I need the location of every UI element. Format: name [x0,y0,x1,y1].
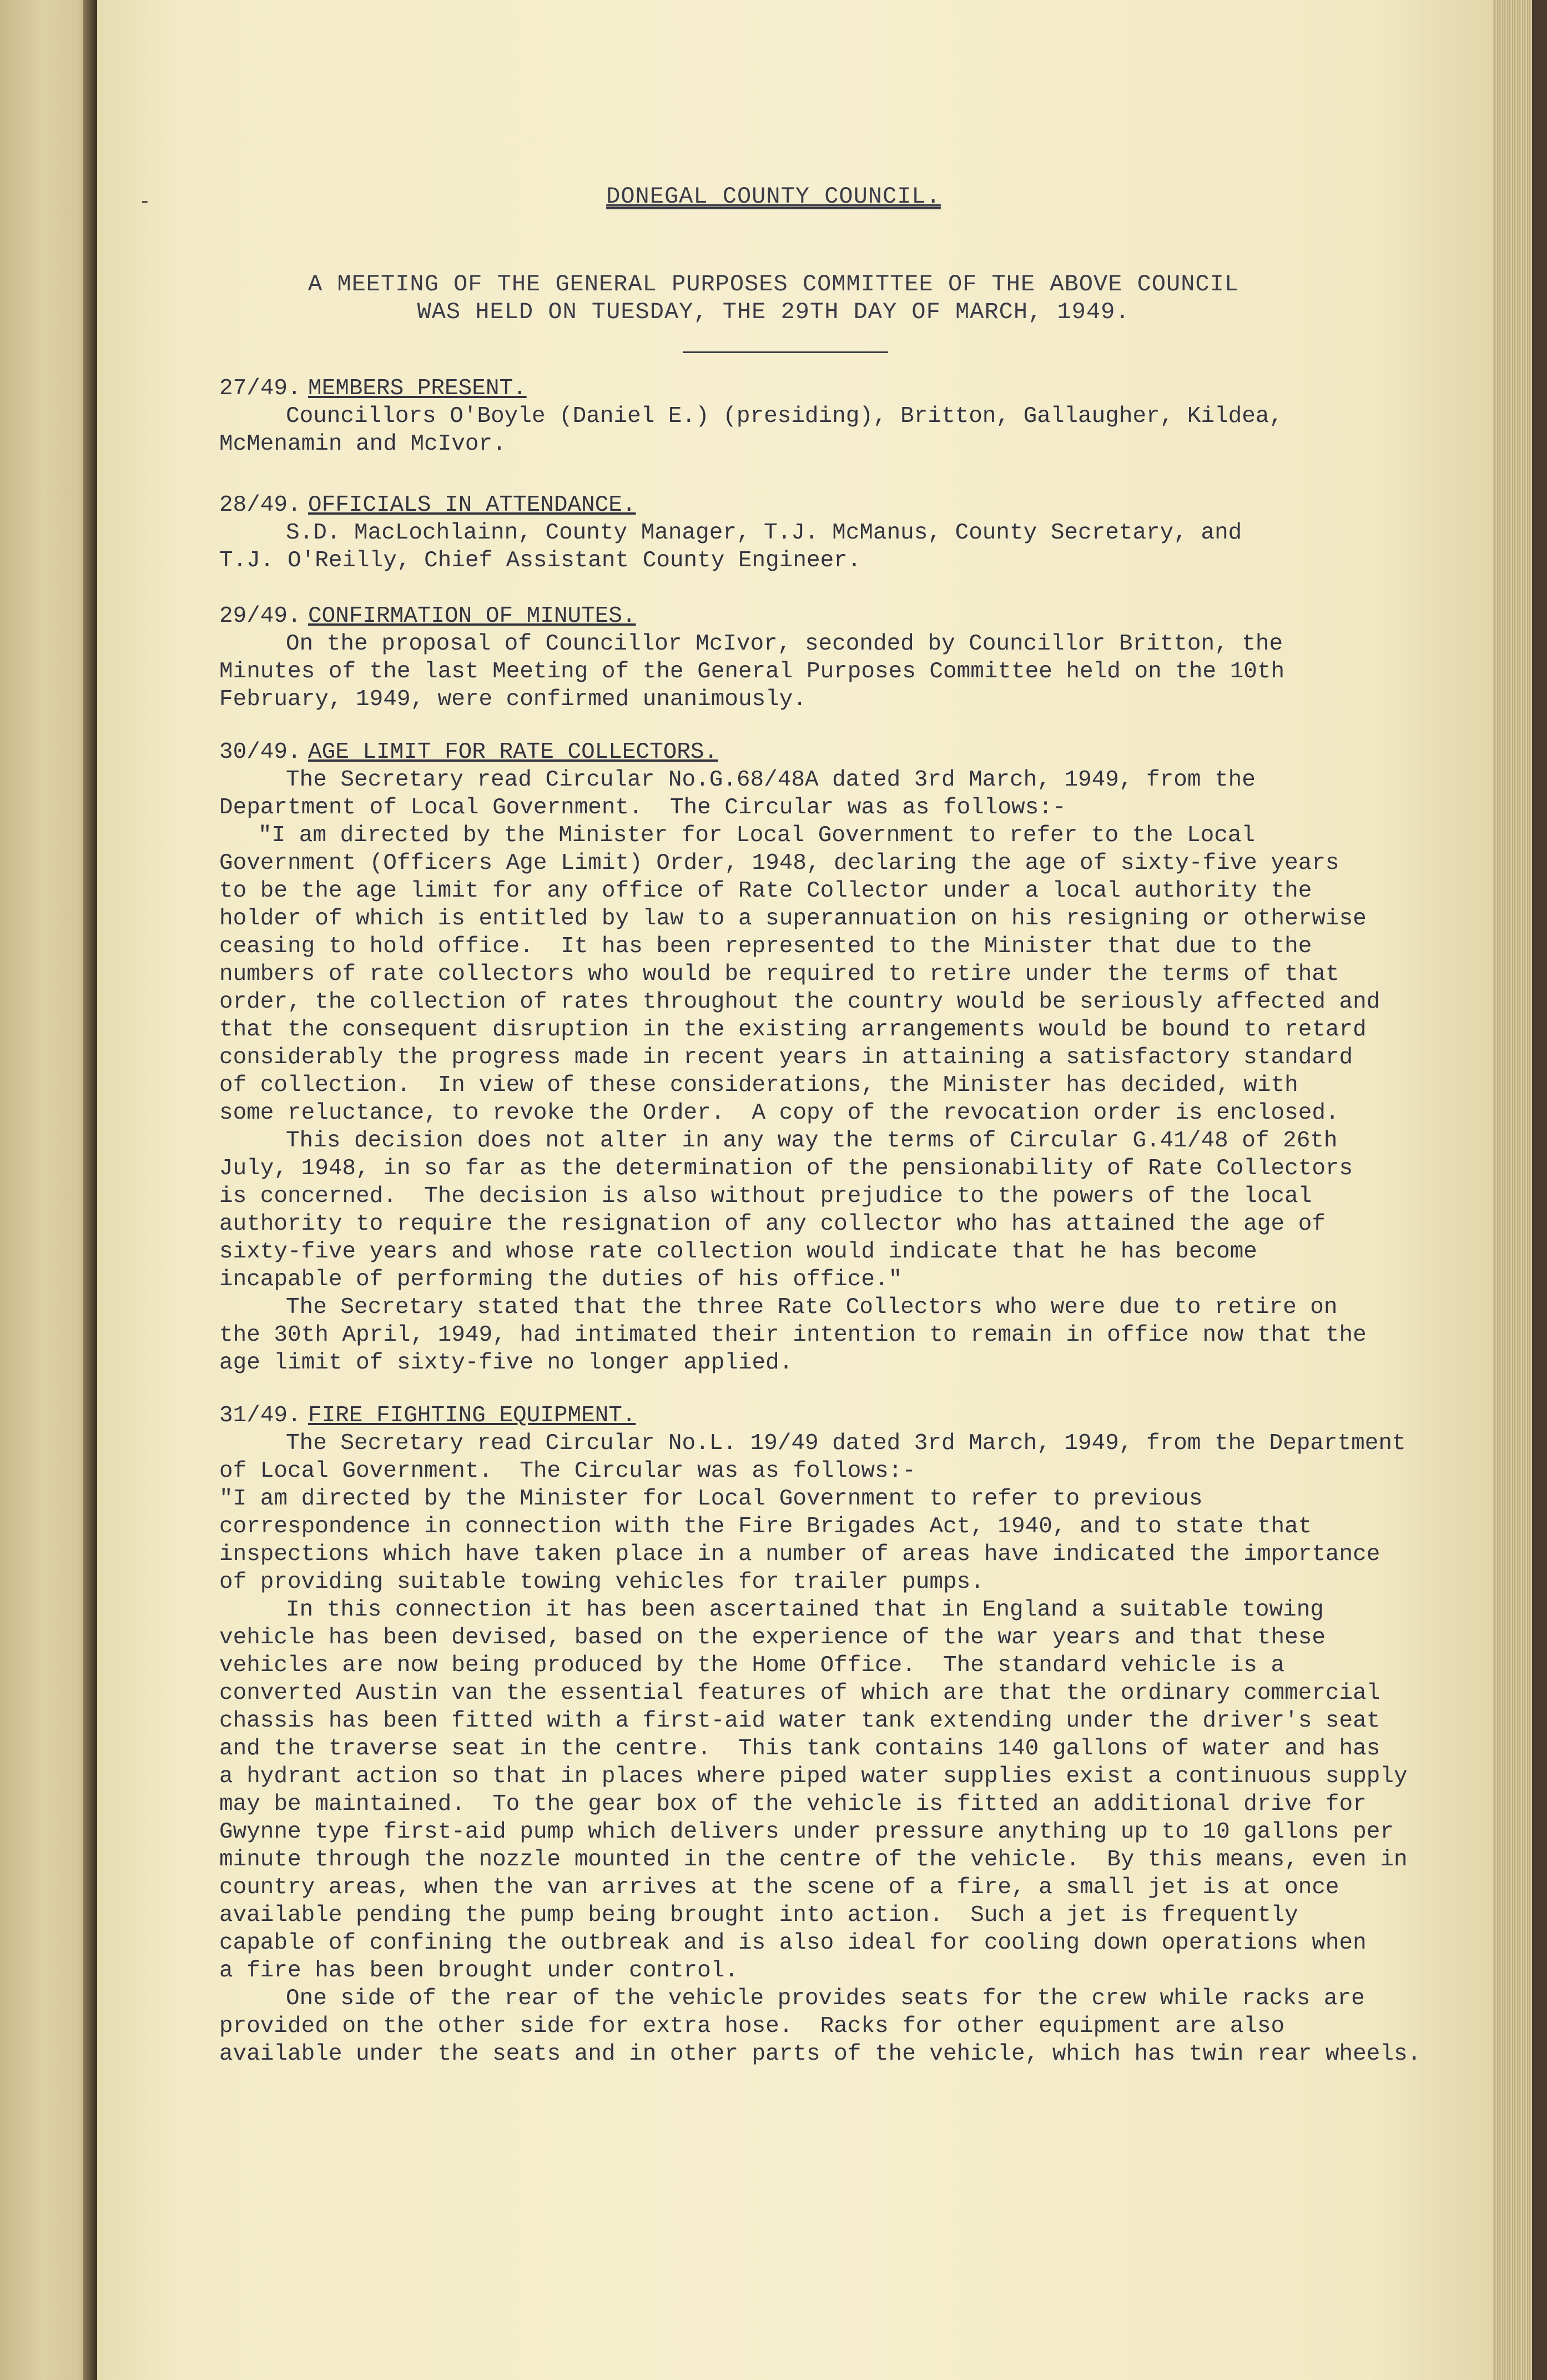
body-line: February, 1949, were confirmed unanimously. [219,687,807,712]
quoted-line: In this connection it has been ascertained that in England a suitable towing [286,1597,1324,1623]
section-number: 28/49. [219,492,301,518]
quoted-line: is concerned. The decision is also without prejudice to the powers of the local [219,1184,1312,1209]
section-fire-fighting-equipment [219,1402,1474,2068]
quoted-line: vehicle has been devised, based on the experience of the war years and that these [219,1625,1326,1651]
body-line: The Secretary stated that the three Rate Collectors who were due to retire on [286,1295,1338,1320]
section-title: AGE LIMIT FOR RATE COLLECTORS. [308,739,718,765]
body-line: the 30th April, 1949, had intimated their intention to remain in office now that the [219,1322,1367,1348]
quoted-line: a fire has been brought under control. [219,1958,738,1984]
section-officials-in-attendance [219,491,1474,575]
quoted-line: incapable of performing the duties of his office." [219,1267,903,1292]
body-line: On the proposal of Councillor McIvor, seconded by Councillor Britton, the [286,631,1283,657]
quoted-line: correspondence in connection with the Fire Brigades Act, 1940, and to state that [219,1514,1312,1539]
body-line: Department of Local Government. The Circular was as follows:- [219,795,1066,821]
meeting-line-2: WAS HELD ON TUESDAY, THE 29TH DAY OF MARCH, 1949. [417,299,1130,325]
body-line: T.J. O'Reilly, Chief Assistant County Engineer. [219,548,861,573]
section-number: 31/49. [219,1403,301,1428]
section-header [219,375,1474,402]
title-divider [683,351,888,353]
section-number: 30/49. [219,739,301,765]
quoted-line: available under the seats and in other parts of the vehicle, which has twin rear wheels. [219,2041,1422,2067]
body-line: Minutes of the last Meeting of the General Purposes Committee held on the 10th [219,659,1285,685]
body-line: The Secretary read Circular No.L. 19/49 dated 3rd March, 1949, from the Department [286,1431,1406,1456]
previous-page-edge [0,0,97,2380]
quoted-line: converted Austin van the essential features of which are that the ordinary commercial [219,1680,1380,1706]
quoted-line: country areas, when the van arrives at the scene of a fire, a small jet is at once [219,1875,1339,1900]
section-confirmation-of-minutes [219,602,1474,713]
quoted-line: capable of confining the outbreak and is also ideal for cooling down operations when [219,1930,1367,1956]
quoted-line: may be maintained. To the gear box of the vehicle is fitted an additional drive for [219,1792,1367,1817]
quoted-line: some reluctance, to revoke the Order. A copy of the revocation order is enclosed. [219,1100,1339,1126]
section-header [219,1402,1474,1430]
quoted-line: a hydrant action so that in places where piped water supplies exist a continuous supply [219,1764,1408,1789]
section-number: 27/49. [219,376,301,401]
quoted-line: This decision does not alter in any way the terms of Circular G.41/48 of 26th [286,1128,1338,1154]
quoted-line: numbers of rate collectors who would be required to retire under the terms of that [219,962,1339,987]
quoted-line: provided on the other side for extra hose. Racks for other equipment are also [219,2014,1285,2039]
body-line: Councillors O'Boyle (Daniel E.) (presiding), Britton, Gallaugher, Kildea, [286,404,1283,429]
body-line: McMenamin and McIvor. [219,431,506,457]
body-line: of Local Government. The Circular was as follows:- [219,1458,916,1484]
section-title: MEMBERS PRESENT. [308,376,527,401]
section-header [219,602,1474,630]
section-header [219,738,1474,766]
quoted-line: July, 1948, in so far as the determination of the pensionability of Rate Collectors [219,1156,1353,1181]
section-age-limit-rate-collectors [219,738,1474,1377]
section-title: CONFIRMATION OF MINUTES. [308,603,636,629]
quoted-line: available pending the pump being brought into action. Such a jet is frequently [219,1903,1298,1928]
section-title: OFFICIALS IN ATTENDANCE. [308,492,636,518]
body-line: S.D. MacLochlainn, County Manager, T.J. McManus, County Secretary, and [286,520,1242,546]
section-members-present [219,375,1474,458]
quoted-line: order, the collection of rates throughout the country would be seriously affected and [219,989,1380,1015]
section-title: FIRE FIGHTING EQUIPMENT. [308,1403,636,1428]
quoted-line: chassis has been fitted with a first-aid water tank extending under the driver's seat [219,1708,1380,1734]
quoted-line: "I am directed by the Minister for Local Government to refer to previous [219,1486,1203,1512]
quoted-line: Government (Officers Age Limit) Order, 1948, declaring the age of sixty-five years [219,851,1339,876]
quoted-line: inspections which have taken place in a number of areas have indicated the importance [219,1542,1380,1567]
binding-edge [1532,0,1547,2380]
quoted-line: and the traverse seat in the centre. This tank contains 140 gallons of water and has [219,1736,1380,1762]
quoted-line: to be the age limit for any office of Rate Collector under a local authority the [219,878,1312,904]
quoted-line: One side of the rear of the vehicle provides seats for the crew while racks are [286,1986,1365,2011]
quoted-line: authority to require the resignation of any collector who has attained the age of [219,1211,1326,1237]
section-number: 29/49. [219,603,301,629]
margin-mark: - [139,190,151,213]
quoted-line: that the consequent disruption in the existing arrangements would be bound to retard [219,1017,1367,1043]
meeting-line-1: A MEETING OF THE GENERAL PURPOSES COMMITTEE OF THE ABOVE COUNCIL [308,271,1239,298]
body-line: age limit of sixty-five no longer applied. [219,1350,793,1376]
quoted-line: of providing suitable towing vehicles for trailer pumps. [219,1569,984,1595]
body-line: The Secretary read Circular No.G.68/48A dated 3rd March, 1949, from the [286,767,1256,793]
document-title: DONEGAL COUNTY COUNCIL. [606,183,941,210]
quoted-line: "I am directed by the Minister for Local Government to refer to the Local [258,823,1256,848]
quoted-line: Gwynne type first-aid pump which delivers under pressure anything up to 10 gallons per [219,1819,1394,1845]
quoted-line: vehicles are now being produced by the Home Office. The standard vehicle is a [219,1653,1285,1678]
quoted-line: sixty-five years and whose rate collection would indicate that he has become [219,1239,1257,1265]
section-header [219,491,1474,519]
quoted-line: ceasing to hold office. It has been represented to the Minister that due to the [219,934,1312,959]
quoted-line: holder of which is entitled by law to a superannuation on his resigning or otherwise [219,906,1367,932]
quoted-line: considerably the progress made in recent years in attaining a satisfactory standard [219,1045,1353,1070]
quoted-line: minute through the nozzle mounted in the centre of the vehicle. By this means, even in [219,1847,1408,1873]
quoted-line: of collection. In view of these considerations, the Minister has decided, with [219,1073,1298,1098]
